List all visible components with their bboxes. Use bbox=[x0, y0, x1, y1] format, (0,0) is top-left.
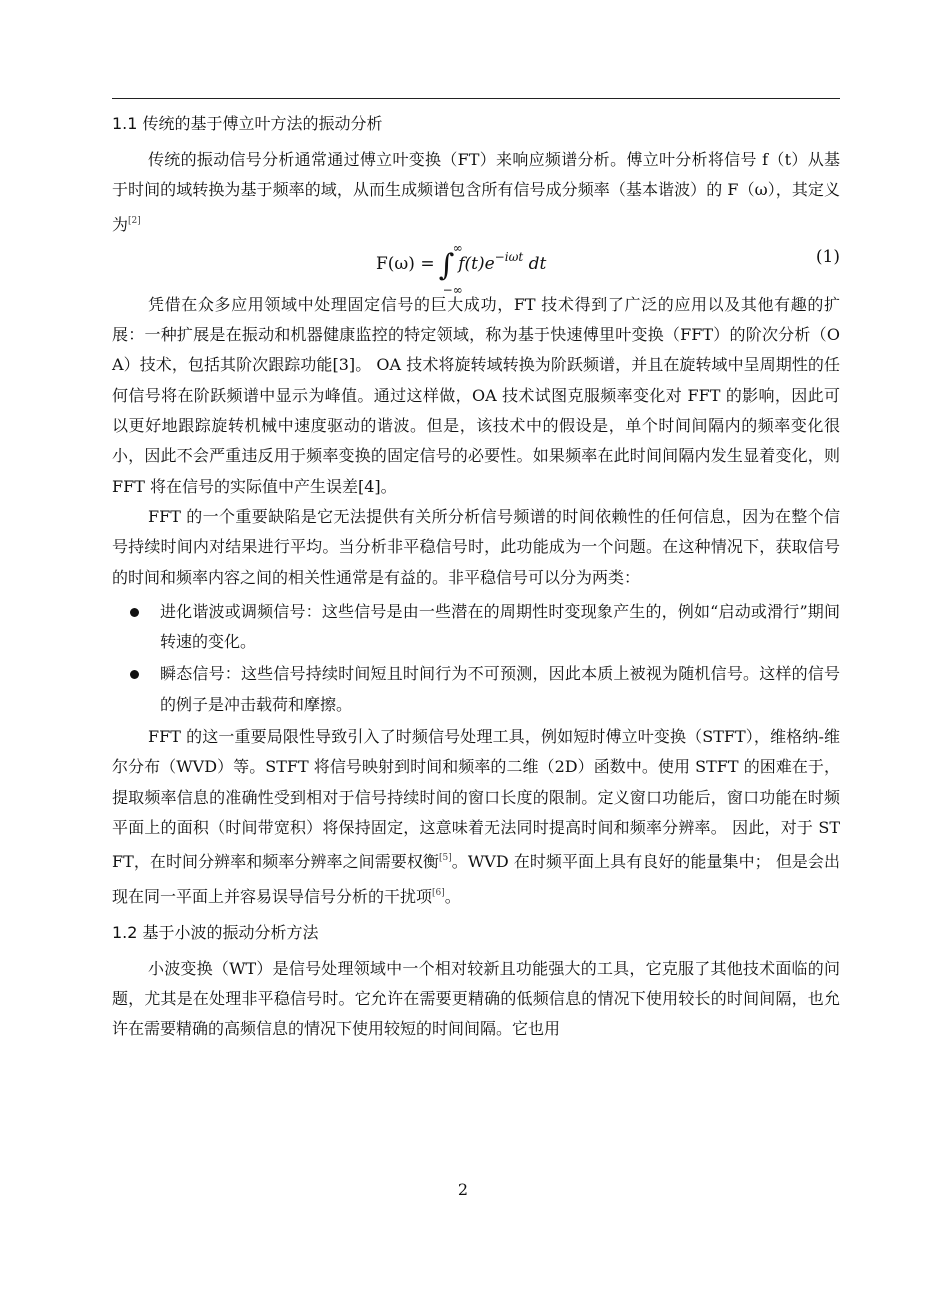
paragraph-ft-intro-text: 传统的振动信号分析通常通过傅立叶变换（FT）来响应频谱分析。傅立叶分析将信号 f（t）从基于时间的域转换为基于频率的域，从而生成频谱包含所有信号成分频率（基本谐波）的 F（ω），其定义为 bbox=[112, 150, 840, 234]
paragraph-time-frequency-text: FFT 的这一重要局限性导致引入了时频信号处理工具，例如短时傅立叶变换（STFT），维格纳-维尔分布（WVD）等。STFT 将信号映射到时间和频率的二维（2D）函数中。使用 STFT 的困难在于，提取频率信息的准确性受到相对于信号持续时间的窗口长度的限制。定义窗口功能后，窗口功能在时频平面上的面积（时间带宽积）将保持固定，这意味着无法同时提高时间和频率分辨率。 因此，对于 STFT，在时间分辨率和频率分辨率之间需要权衡 bbox=[112, 727, 840, 872]
paragraph-ft-intro bbox=[112, 145, 840, 240]
page-number: 2 bbox=[457, 1180, 469, 1199]
paragraph-time-frequency-wvd: 。WVD 在时频平面上具有良好的能量集中； 但是会出现在同一平面上并容易误导信号分析的干扰项 bbox=[112, 852, 840, 906]
equation-exponent: −iωt bbox=[494, 249, 524, 264]
bullet-icon bbox=[130, 670, 139, 679]
equation-formula bbox=[376, 240, 547, 297]
integral-lower-limit: −∞ bbox=[442, 282, 463, 297]
integral-upper-limit: ∞ bbox=[452, 240, 463, 255]
list-item bbox=[112, 597, 840, 658]
equation-1 bbox=[112, 236, 840, 297]
citation-2: [2] bbox=[128, 215, 141, 226]
paragraph-time-frequency bbox=[112, 722, 840, 912]
equation-differential: dt bbox=[528, 253, 547, 274]
equation-lhs: F(ω) = bbox=[376, 253, 435, 274]
equation-number: (1) bbox=[815, 246, 840, 267]
equation-integrand: f(t)e bbox=[458, 253, 495, 274]
citation-5: [5] bbox=[438, 853, 452, 864]
paragraph-fft-limitations: FFT 的一个重要缺陷是它无法提供有关所分析信号频谱的时间依赖性的任何信息，因为在整个信号持续时间内对结果进行平均。当分析非平稳信号时，此功能成为一个问题。在这种情况下，获取信号的时间和频率内容之间的相关性通常是有益的。非平稳信号可以分为两类： bbox=[112, 506, 840, 587]
header-rule bbox=[112, 98, 840, 99]
list-item-text: 进化谐波或调频信号：这些信号是由一些潜在的周期性时变现象产生的，例如“启动或滑行”期间转速的变化。 bbox=[160, 601, 840, 652]
list-item bbox=[112, 659, 840, 720]
bullet-icon bbox=[130, 608, 139, 617]
integral-sign: ∫ ∞ −∞ bbox=[439, 251, 455, 281]
section-heading-1-2: 1.2 基于小波的振动分析方法 bbox=[112, 922, 319, 942]
list-item-text: 瞬态信号：这些信号持续时间短且时间行为不可预测，因此本质上被视为随机信号。这样的信号的例子是冲击载荷和摩擦。 bbox=[160, 664, 840, 714]
paragraph-ft-applications: 凭借在众多应用领域中处理固定信号的巨大成功，FT 技术得到了广泛的应用以及其他有趣的扩展：一种扩展是在振动和机器健康监控的特定领域，称为基于快速傅里叶变换（FFT）的阶次分析（OA）技术，包括其阶次跟踪功能[3]。 OA 技术将旋转域转换为阶跃频谱，并且在旋转域中呈周期性的任何信号将在阶跃频谱中显示为峰值。通过这样做，OA 技术试图克服频率变化对 FFT 的影响，因此可以更好地跟踪旋转机械中速度驱动的谐波。但是，该技术中的假设是，单个时间间隔内的频率变化很小，因此不会严重违反用于频率变换的固定信号的必要性。如果频率在此时间间隔内发生显着变化，则 FFT 将在信号的实际值中产生误差[4]。 bbox=[112, 294, 840, 496]
citation-6: [6] bbox=[432, 887, 445, 898]
paragraph-time-frequency-end: 。 bbox=[444, 886, 461, 906]
signal-type-list bbox=[112, 597, 840, 720]
page-content bbox=[112, 111, 840, 1045]
paragraph-wavelet-intro: 小波变换（WT）是信号处理领域中一个相对较新且功能强大的工具，它克服了其他技术面临的问题，尤其是在处理非平稳信号时。它允许在需要更精确的低频信息的情况下使用较长的时间间隔，也允许在需要精确的高频信息的情况下使用较短的时间间隔。它也用 bbox=[112, 958, 840, 1039]
section-heading-1-1: 1.1 传统的基于傅立叶方法的振动分析 bbox=[112, 114, 383, 133]
